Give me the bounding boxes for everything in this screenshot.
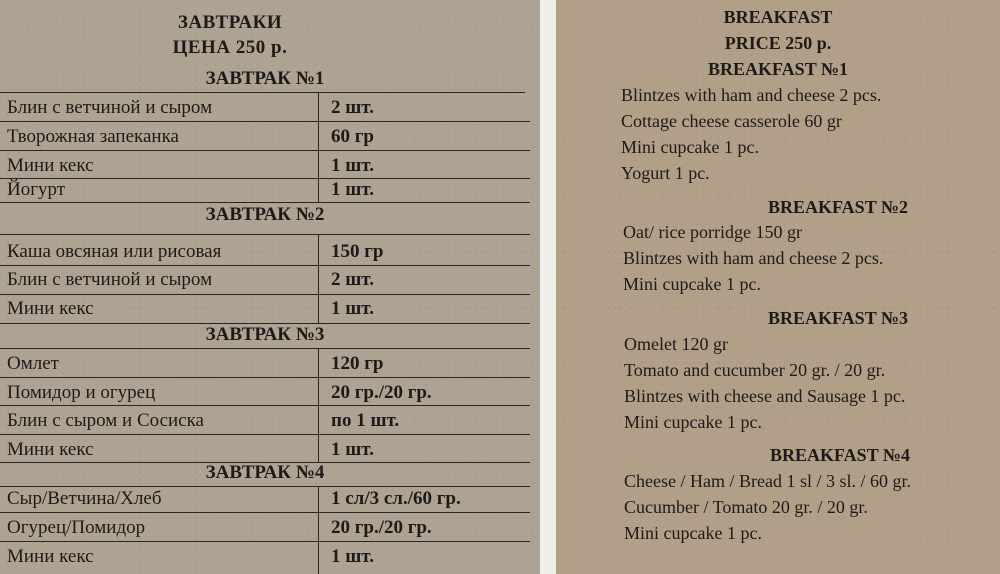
menu-line: Yogurt 1 pc. [621,163,710,183]
item-qty: 1 шт. [331,439,374,460]
item-qty: 1 шт. [331,546,374,567]
menu-title: BREAKFAST [723,7,833,27]
menu-line: Mini cupcake 1 pc. [624,523,762,543]
menu-row [0,543,540,571]
item-name: Блин с ветчиной и сыром [7,97,213,118]
menu-line: Blintzes with cheese and Sausage 1 pc. [624,386,906,406]
item-name: Мини кекс [7,155,94,176]
divider [0,92,525,93]
section-heading: BREAKFAST №3 [768,308,908,328]
menu-line: Mini cupcake 1 pc. [624,412,762,432]
divider [0,150,530,151]
menu-row [0,407,540,435]
menu-price: PRICE 250 p. [724,33,832,53]
menu-row [0,350,540,378]
divider [0,234,530,235]
menu-line: Omelet 120 gr [624,334,728,354]
menu-line: Mini cupcake 1 pc. [621,137,759,157]
item-qty: по 1 шт. [331,410,400,431]
item-qty: 1 шт. [331,298,374,319]
menu-title: ЗАВТРАКИ [177,12,283,33]
divider [0,405,530,406]
item-qty: 1 шт. [331,155,374,176]
item-name: Мини кекс [7,439,94,460]
item-name: Помидор и огурец [7,382,156,403]
item-qty: 20 гр./20 гр. [331,517,432,538]
item-name: Мини кекс [7,298,94,319]
menu-line: Cheese / Ham / Bread 1 sl / 3 sl. / 60 gr. [624,471,911,491]
menu-page-english [556,0,1000,574]
section-heading: ЗАВТРАК №3 [205,324,325,345]
divider [0,512,530,513]
menu-row [0,238,540,266]
menu-line: Mini cupcake 1 pc. [623,274,761,294]
menu-row [0,176,540,204]
menu-line: Blintzes with ham and cheese 2 pcs. [623,248,884,268]
divider [0,434,530,435]
menu-row [0,295,540,323]
menu-row [0,266,540,294]
item-name: Омлет [7,353,59,374]
menu-row [0,485,540,513]
item-name: Каша овсяная или рисовая [7,241,222,262]
item-name: Блин с ветчиной и сыром [7,269,213,290]
item-qty: 2 шт. [331,269,374,290]
section-heading: BREAKFAST №1 [708,59,848,79]
divider [0,541,530,542]
divider [0,202,530,203]
item-qty: 2 шт. [331,97,374,118]
menu-line: Tomato and cucumber 20 gr. / 20 gr. [624,360,886,380]
item-name: Сыр/Ветчина/Хлеб [7,488,162,509]
menu-price: ЦЕНА 250 р. [172,37,288,58]
section-heading: BREAKFAST №4 [770,445,910,465]
menu-row [0,94,540,122]
menu-line: Cottage cheese casserole 60 gr [621,111,842,131]
divider [0,377,530,378]
menu-row [0,123,540,151]
item-name: Огурец/Помидор [7,517,146,538]
item-qty: 1 сл/3 сл./60 гр. [331,488,461,509]
item-name: Творожная запеканка [7,126,179,147]
menu-row [0,436,540,464]
menu-line: Blintzes with ham and cheese 2 pcs. [621,85,882,105]
menu-line: Oat/ rice porridge 150 gr [623,222,802,242]
item-qty: 1 шт. [331,179,374,200]
section-heading: ЗАВТРАК №4 [205,462,325,483]
menu-row [0,514,540,542]
item-qty: 150 гр [331,241,384,262]
item-name: Йогурт [7,179,66,200]
item-qty: 120 гр [331,353,384,374]
section-heading: BREAKFAST №2 [768,197,908,217]
menu-row [0,379,540,407]
menu-line: Cucumber / Tomato 20 gr. / 20 gr. [624,497,868,517]
item-name: Мини кекс [7,546,94,567]
divider [0,348,530,349]
item-name: Блин с сыром и Сосиска [7,410,204,431]
divider [0,121,530,122]
item-qty: 20 гр./20 гр. [331,382,432,403]
section-heading: ЗАВТРАК №2 [205,204,325,225]
section-heading: ЗАВТРАК №1 [205,68,325,89]
item-qty: 60 гр [331,126,374,147]
